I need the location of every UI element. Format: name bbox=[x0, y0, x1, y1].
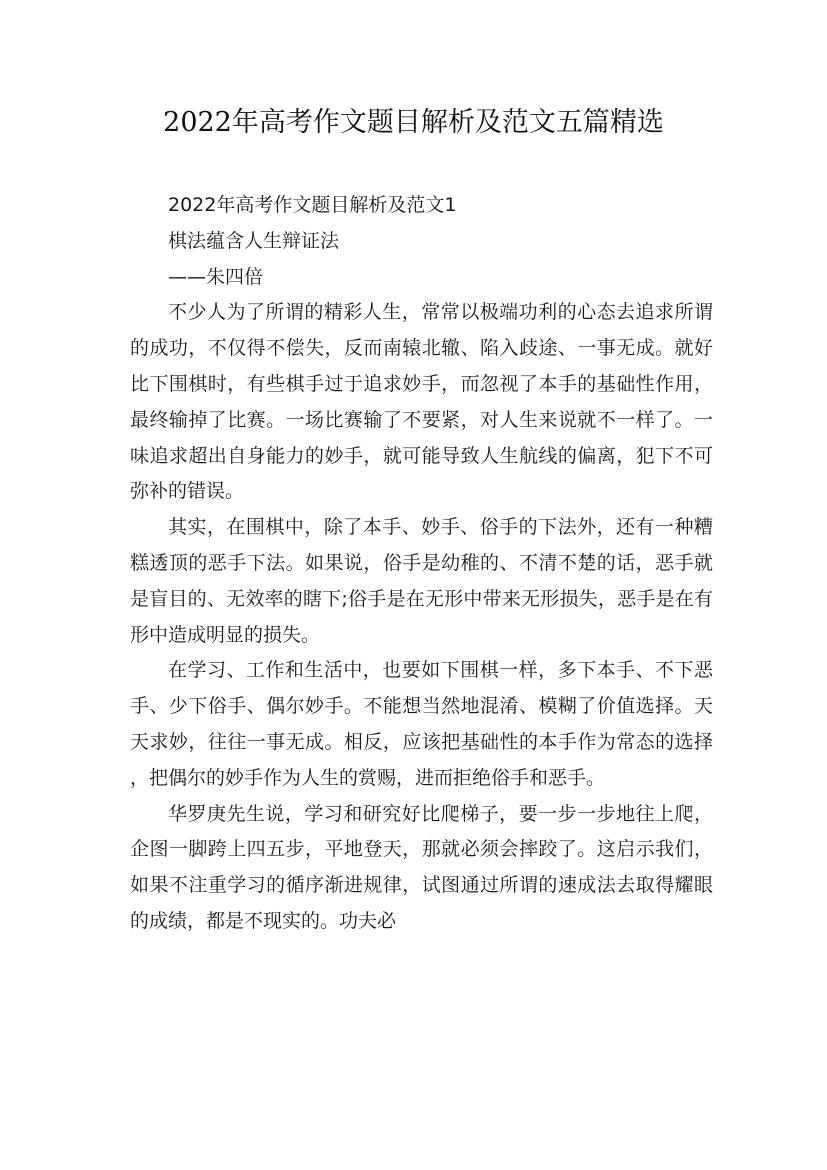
body-paragraph: 华罗庚先生说，学习和研究好比爬梯子，要一步一步地往上爬，企图一脚跨上四五步，平地登天，那就必须会摔跤了。这启示我们，如果不注重学习的循序渐进规律，试图通过所谓的速成法去取得耀眼的成绩，都是不现实的。功夫必 bbox=[130, 802, 713, 932]
document-title: 2022年高考作文题目解析及范文五篇精选 bbox=[163, 107, 664, 138]
document-body bbox=[130, 188, 713, 940]
body-paragraph: 在学习、工作和生活中，也要如下围棋一样，多下本手、不下恶手、少下俗手、偶尔妙手。不能想当然地混淆、模糊了价值选择。天天求妙，往往一事无成。相反，应该把基础性的本手作为常态的选择，把偶尔的妙手作为人生的赏赐，进而拒绝俗手和恶手。 bbox=[130, 659, 713, 789]
body-paragraph: 不少人为了所谓的精彩人生，常常以极端功利的心态去追求所谓的成功，不仅得不偿失，反而南辕北辙、陷入歧途、一事无成。就好比下围棋时，有些棋手过于追求妙手，而忽视了本手的基础性作用，最终输掉了比赛。一场比赛输了不要紧，对人生来说就不一样了。一味追求超出自身能力的妙手，就可能导致人生航线的偏离，犯下不可弥补的错误。 bbox=[130, 301, 713, 503]
essay-heading: 2022年高考作文题目解析及范文1 bbox=[168, 194, 457, 216]
essay-author: ——朱四倍 bbox=[168, 265, 264, 288]
essay-title: 棋法蕴含人生辩证法 bbox=[168, 229, 340, 252]
body-paragraph: 其实，在围棋中，除了本手、妙手、俗手的下法外，还有一种糟糕透顶的恶手下法。如果说，俗手是幼稚的、不清不楚的话，恶手就是盲目的、无效率的瞎下;俗手是在无形中带来无形损失，恶手是在有形中造成明显的损失。 bbox=[130, 516, 713, 646]
